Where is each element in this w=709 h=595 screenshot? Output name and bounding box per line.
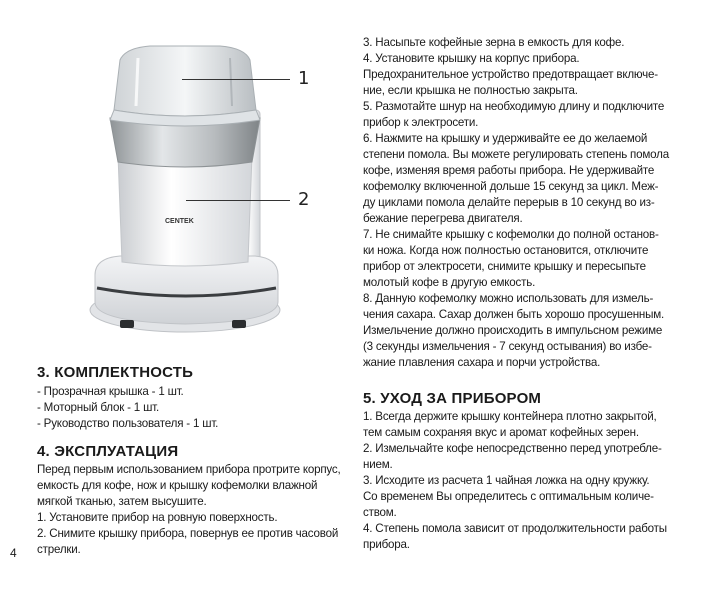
paragraph-line: ние, если крышка не полностью закрыта. (363, 84, 578, 97)
paragraph-line: мягкой тканью, затем высушите. (37, 495, 207, 508)
section-5-heading: 5. УХОД ЗА ПРИБОРОМ (363, 390, 542, 407)
paragraph-line: нием. (363, 458, 393, 471)
paragraph-line: ду циклами помола делайте перерыв в 10 секунд во из- (363, 196, 655, 209)
paragraph-line: 2. Снимите крышку прибора, повернув ее против часовой (37, 527, 339, 540)
paragraph-line: степени помола. Вы можете регулировать степень помола (363, 148, 669, 161)
callout-label-2: 2 (298, 189, 310, 210)
paragraph-line: прибор от электросети, снимите крышку и пересыпьте (363, 260, 646, 273)
paragraph-line: 6. Нажмите на крышку и удерживайте ее до желаемой (363, 132, 648, 145)
paragraph-line: ки ножа. Когда нож полностью остановится, отключите (363, 244, 649, 257)
callout-line-2 (186, 200, 290, 201)
paragraph-line: 2. Измельчайте кофе непосредственно перед употребле- (363, 442, 662, 455)
left-column (37, 363, 357, 558)
paragraph-line: Предохранительное устройство предотвращает включе- (363, 68, 658, 81)
paragraph-line: кофемолку включенной дольше 15 секунд за цикл. Меж- (363, 180, 659, 193)
callout-line-1 (182, 79, 290, 80)
callout-label-1: 1 (298, 68, 310, 89)
kit-item: - Моторный блок - 1 шт. (37, 401, 160, 414)
paragraph-line: Измельчение должно происходить в импульсном режиме (363, 324, 663, 337)
paragraph-line: емкость для кофе, нож и крышку кофемолки влажной (37, 479, 318, 492)
section-3-heading: 3. КОМПЛЕКТНОСТЬ (37, 364, 194, 381)
paragraph-line: стрелки. (37, 543, 81, 556)
paragraph-line: кофе, изменяя время работы прибора. Не удерживайте (363, 164, 655, 177)
paragraph-line: 4. Установите крышку на корпус прибора. (363, 52, 580, 65)
paragraph-line: бежание перегрева двигателя. (363, 212, 523, 225)
page-number: 4 (10, 546, 17, 560)
paragraph-line: Перед первым использованием прибора протрите корпус, (37, 463, 341, 476)
paragraph-line: ством. (363, 506, 397, 519)
brand-label: CENTEK (165, 218, 194, 225)
paragraph-line: 3. Исходите из расчета 1 чайная ложка на одну кружку. (363, 474, 650, 487)
paragraph-line: 1. Установите прибор на ровную поверхность. (37, 511, 278, 524)
paragraph-line: молотый кофе в другую емкость. (363, 276, 536, 289)
right-column (363, 35, 675, 553)
paragraph-line: 8. Данную кофемолку можно использовать для измель- (363, 292, 654, 305)
kit-item: - Руководство пользователя - 1 шт. (37, 417, 219, 430)
paragraph-line: прибор к электросети. (363, 116, 479, 129)
paragraph-line: 7. Не снимайте крышку с кофемолки до полной останов- (363, 228, 659, 241)
coffee-grinder-illustration (80, 30, 330, 350)
paragraph-line: Со временем Вы определитесь с оптимальным количе- (363, 490, 654, 503)
coffee-grinder-drawing (80, 30, 330, 350)
paragraph-line: жание плавления сахара и порчи устройства. (363, 356, 601, 369)
kit-item: - Прозрачная крышка - 1 шт. (37, 385, 184, 398)
paragraph-line: (3 секунды измельчения - 7 секунд остывания) во избе- (363, 340, 652, 353)
paragraph-line: 5. Размотайте шнур на необходимую длину и подключите (363, 100, 665, 113)
paragraph-line: 4. Степень помола зависит от продолжительности работы (363, 522, 667, 535)
paragraph-line: 1. Всегда держите крышку контейнера плотно закрытой, (363, 410, 657, 423)
paragraph-line: чения сахара. Сахар должен быть хорошо просушенным. (363, 308, 665, 321)
section-4-heading: 4. ЭКСПЛУАТАЦИЯ (37, 443, 179, 460)
paragraph-line: прибора. (363, 538, 410, 551)
paragraph-line: тем самым сохраняя вкус и аромат кофейных зерен. (363, 426, 639, 439)
paragraph-line: 3. Насыпьте кофейные зерна в емкость для кофе. (363, 36, 625, 49)
